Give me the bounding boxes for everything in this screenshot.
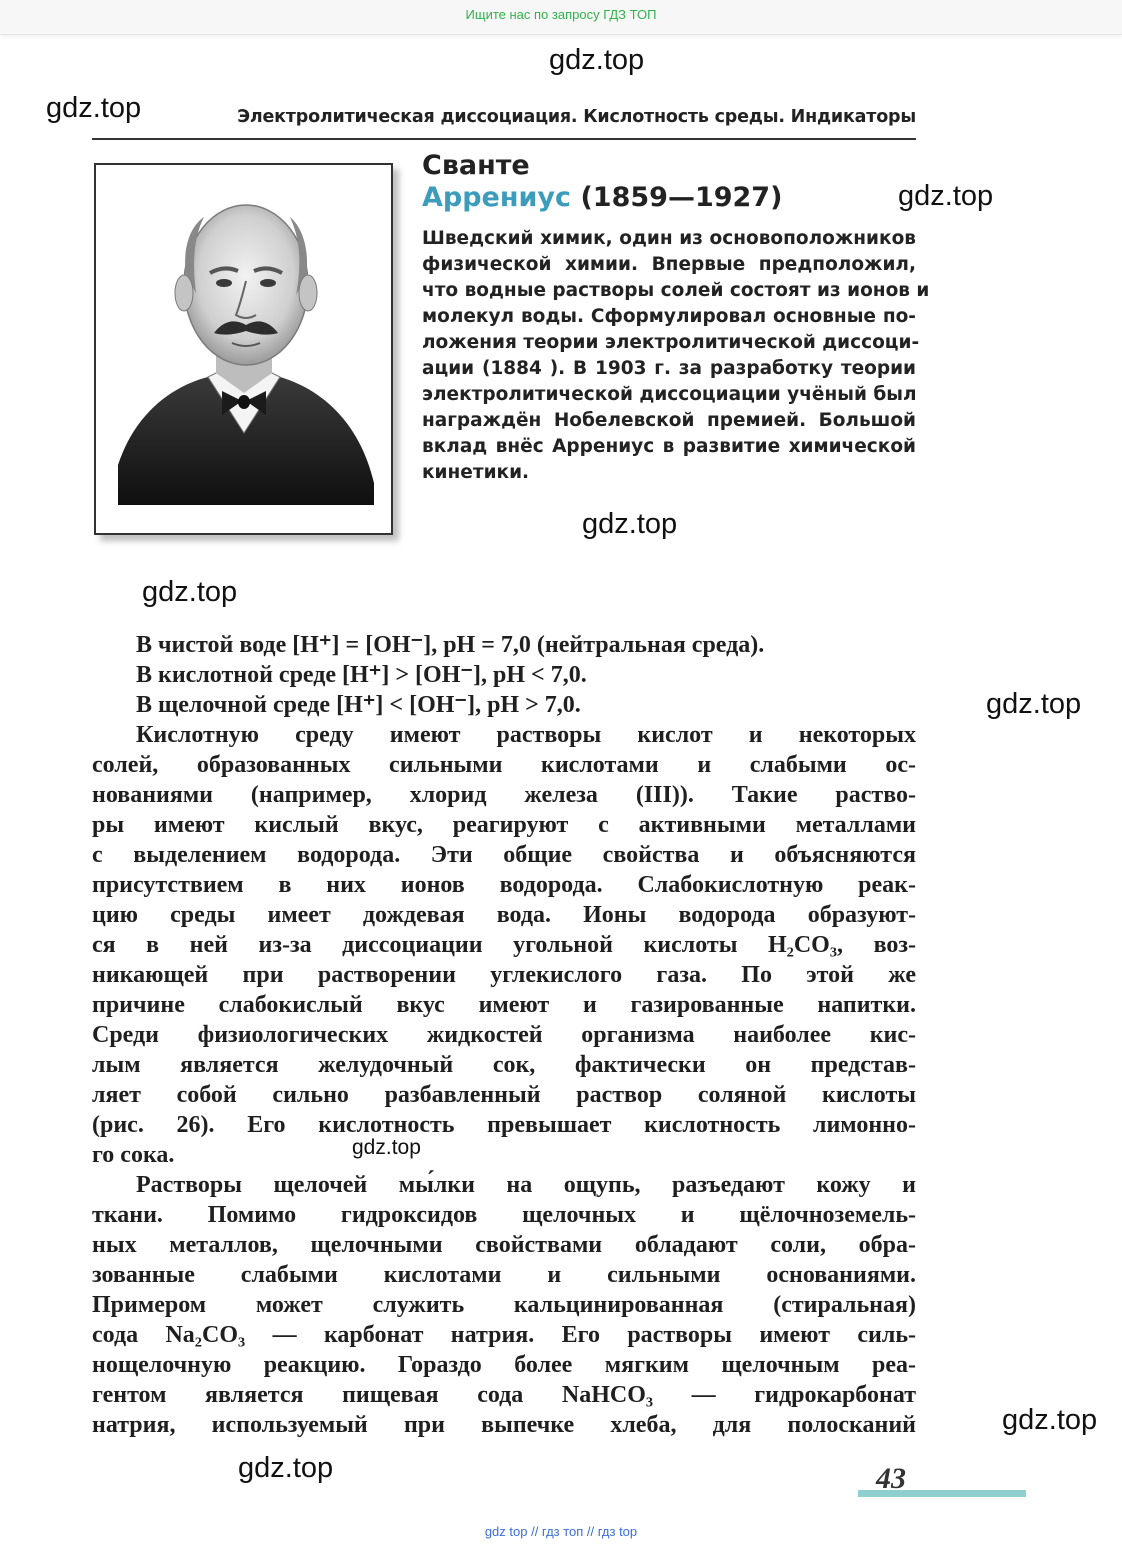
- footer-links[interactable]: gdz top // гдз топ // гдз top: [484, 1524, 638, 1539]
- page-number: 43: [876, 1462, 906, 1495]
- watermark: gdz.top: [142, 576, 238, 608]
- bio-years: (1859—1927): [580, 182, 783, 213]
- paragraph-line: зованные слабыми кислотами и сильными основаниями.: [92, 1262, 916, 1288]
- bio-line: электролитической диссоциации учёный был: [422, 384, 917, 405]
- bio-line: ложения теории электролитической диссоци-: [422, 332, 920, 353]
- bio-surname-line: [422, 182, 782, 214]
- paragraph-line: сода Na₂CO₃ — карбонат натрия. Его растворы имеют силь-: [92, 1322, 916, 1348]
- paragraph-line: ткани. Помимо гидроксидов щелочных и щёлочноземель-: [92, 1202, 916, 1228]
- paragraph-line: ных металлов, щелочными свойствами обладают соли, обра-: [92, 1232, 916, 1258]
- portrait-arrhenius: [94, 163, 393, 535]
- paragraph-line: солей, образованных сильными кислотами и слабыми ос-: [92, 752, 916, 778]
- paragraph-line: Примером может служить кальцинированная (стиральная): [92, 1292, 916, 1318]
- bio-first-name: Сванте: [422, 150, 530, 181]
- bio-line: награждён Нобелевской премией. Большой: [422, 410, 916, 431]
- bio-line: что водные растворы солей состоят из ионов и: [422, 280, 930, 301]
- bio-line: кинетики.: [422, 462, 530, 483]
- top-banner-text: Ищите нас по запросу ГДЗ ТОП: [465, 7, 657, 22]
- paragraph-line: (рис. 26). Его кислотность превышает кислотность лимонно-: [92, 1112, 916, 1138]
- bio-line: Шведский химик, один из основоположников: [422, 228, 916, 249]
- running-head: Электролитическая диссоциация. Кислотность среды. Индикаторы: [92, 104, 916, 140]
- paragraph-line: Среди физиологических жидкостей организма наиболее кис-: [92, 1022, 916, 1048]
- paragraph-line: нованиями (например, хлорид железа (III)). Такие раство-: [92, 782, 916, 808]
- paragraph-line: ся в ней из-за диссоциации угольной кислоты H₂CO₃, воз-: [92, 932, 916, 958]
- watermark: gdz.top: [898, 180, 994, 212]
- watermark: gdz.top: [1002, 1404, 1098, 1436]
- watermark: gdz.top: [582, 508, 678, 540]
- paragraph-line: причине слабокислый вкус имеют и газированные напитки.: [92, 992, 916, 1018]
- paragraph-line: присутствием в них ионов водорода. Слабокислотную реак-: [92, 872, 916, 898]
- paragraph-line: цию среды имеет дождевая вода. Ионы водорода образуют-: [92, 902, 916, 928]
- formula-line: В чистой воде [H⁺] = [OH⁻], pH = 7,0 (нейтральная среда).: [136, 632, 765, 658]
- watermark: gdz.top: [238, 1452, 334, 1484]
- paragraph-line: гентом является пищевая сода NaHCO₃ — гидрокарбонат: [92, 1382, 916, 1408]
- paragraph-line: натрия, используемый при выпечке хлеба, для полосканий: [92, 1412, 916, 1438]
- paragraph-line: Растворы щелочей мы́лки на ощупь, разъедают кожу и: [136, 1172, 916, 1198]
- paragraph-line: Кислотную среду имеют растворы кислот и некоторых: [136, 722, 916, 748]
- bio-line: вклад внёс Аррениус в развитие химической: [422, 436, 916, 457]
- bio-line: физической химии. Впервые предположил,: [422, 254, 916, 275]
- bio-text: [422, 226, 930, 486]
- paragraph-line: го сока.: [92, 1142, 175, 1168]
- watermark: gdz.top: [986, 688, 1082, 720]
- portrait-drawing: [96, 165, 391, 533]
- watermark: gdz.top: [352, 1136, 421, 1159]
- bio-line: ации (1884 ). В 1903 г. за разработку теории: [422, 358, 916, 379]
- paragraph-line: ры имеют кислый вкус, реагируют с активными металлами: [92, 812, 916, 838]
- watermark: gdz.top: [549, 44, 645, 76]
- watermark: gdz.top: [46, 92, 142, 124]
- bio-surname: Аррениус: [422, 182, 572, 213]
- bio-line: молекул воды. Сформулировал основные по-: [422, 306, 916, 327]
- paragraph-line: ляет собой сильно разбавленный раствор соляной кислоты: [92, 1082, 916, 1108]
- top-banner: [0, 0, 1122, 35]
- paragraph-line: с выделением водорода. Эти общие свойства и объясняются: [92, 842, 916, 868]
- paragraph-line: никающей при растворении углекислого газа. По этой же: [92, 962, 916, 988]
- formula-line: В кислотной среде [H⁺] > [OH⁻], pH < 7,0.: [136, 662, 587, 688]
- paragraph-line: лым является желудочный сок, фактически он представ-: [92, 1052, 916, 1078]
- formula-line: В щелочной среде [H⁺] < [OH⁻], pH > 7,0.: [136, 692, 581, 718]
- paragraph-line: нощелочную реакцию. Гораздо более мягким щелочным реа-: [92, 1352, 916, 1378]
- body-text: [92, 630, 916, 1440]
